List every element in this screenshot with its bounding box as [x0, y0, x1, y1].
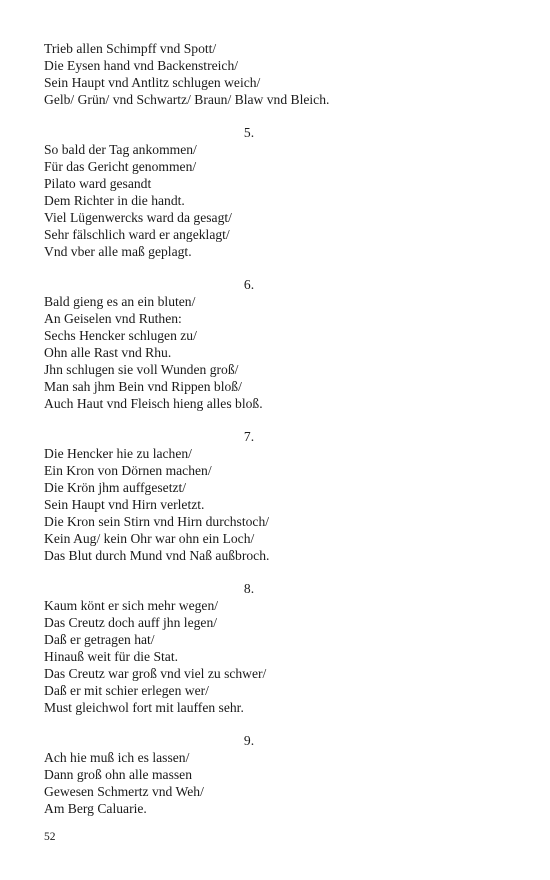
verse-line: Die Krön jhm auffgesetzt/	[44, 480, 187, 495]
verse-line: Pilato ward gesandt	[44, 176, 152, 191]
verse-line: Kein Aug/ kein Ohr war ohn ein Loch/	[44, 531, 255, 546]
stanza-8	[44, 580, 454, 716]
stanza-7	[44, 428, 454, 564]
stanza-continued	[44, 40, 454, 108]
verse-line: Die Eysen hand vnd Backenstreich/	[44, 58, 239, 73]
verse-line: Das Creutz war groß vnd viel zu schwer/	[44, 666, 267, 681]
verse-line: Sehr fälschlich ward er angeklagt/	[44, 227, 230, 242]
stanza-5	[44, 124, 454, 260]
stanza-number: 8.	[243, 581, 255, 596]
stanza-number: 5.	[243, 125, 255, 140]
verse-line: Viel Lügenwercks ward da gesagt/	[44, 210, 232, 225]
verse-line: Für das Gericht genommen/	[44, 159, 197, 174]
verse-line: Trieb allen Schimpff vnd Spott/	[44, 41, 217, 56]
verse-line: Jhn schlugen sie voll Wunden groß/	[44, 362, 239, 377]
stanza-9	[44, 732, 454, 817]
verse-line: Ohn alle Rast vnd Rhu.	[44, 345, 172, 360]
stanza-number: 7.	[243, 429, 255, 444]
verse-line: Dem Richter in die handt.	[44, 193, 185, 208]
verse-line: Man sah jhm Bein vnd Rippen bloß/	[44, 379, 242, 394]
verse-line: Das Blut durch Mund vnd Naß außbroch.	[44, 548, 270, 563]
stanza-6	[44, 276, 454, 412]
verse-line: Gewesen Schmertz vnd Weh/	[44, 784, 204, 799]
verse-line: Sechs Hencker schlugen zu/	[44, 328, 197, 343]
stanza-number: 6.	[243, 277, 255, 292]
verse-line: Vnd vber alle maß geplagt.	[44, 244, 192, 259]
verse-line: Daß er getragen hat/	[44, 632, 155, 647]
verse-line: Ach hie muß ich es lassen/	[44, 750, 190, 765]
verse-line: Am Berg Caluarie.	[44, 801, 147, 816]
verse-line: Die Hencker hie zu lachen/	[44, 446, 192, 461]
verse-line: Bald gieng es an ein bluten/	[44, 294, 196, 309]
verse-line: Sein Haupt vnd Antlitz schlugen weich/	[44, 75, 261, 90]
verse-line: Das Creutz doch auff jhn legen/	[44, 615, 218, 630]
verse-line: Dann groß ohn alle massen	[44, 767, 192, 782]
verse-line: Must gleichwol fort mit lauffen sehr.	[44, 700, 244, 715]
verse-line: Auch Haut vnd Fleisch hieng alles bloß.	[44, 396, 263, 411]
poem-page	[44, 40, 454, 833]
verse-line: An Geiselen vnd Ruthen:	[44, 311, 182, 326]
verse-line: Sein Haupt vnd Hirn verletzt.	[44, 497, 205, 512]
stanza-number: 9.	[243, 733, 255, 748]
verse-line: Ein Kron von Dörnen machen/	[44, 463, 212, 478]
verse-line: Hinauß weit für die Stat.	[44, 649, 179, 664]
verse-line: Gelb/ Grün/ vnd Schwartz/ Braun/ Blaw vnd Bleich.	[44, 92, 330, 107]
verse-line: Kaum könt er sich mehr wegen/	[44, 598, 219, 613]
page-number: 52	[44, 831, 56, 843]
verse-line: Daß er mit schier erlegen wer/	[44, 683, 209, 698]
verse-line: Die Kron sein Stirn vnd Hirn durchstoch/	[44, 514, 270, 529]
verse-line: So bald der Tag ankommen/	[44, 142, 197, 157]
